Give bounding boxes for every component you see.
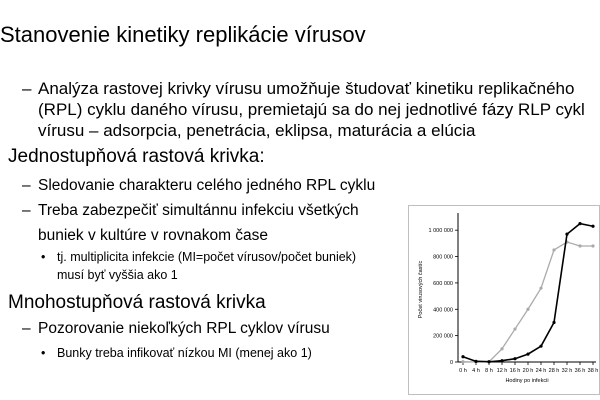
x-tick-label: 8 h	[485, 368, 493, 374]
sub-bullet-text: musí byť vyššia ako 1	[57, 268, 178, 282]
series-point	[474, 360, 477, 363]
section-heading: Jednostupňová rastová krivka:	[8, 146, 265, 167]
x-tick-label: 4 h	[472, 368, 480, 374]
x-tick-label: 32 h	[561, 368, 573, 374]
y-tick-label: 800 000	[433, 254, 453, 261]
series-point	[526, 308, 529, 311]
bullet-text: Pozorovanie niekoľkých RPL cyklov vírusu	[38, 320, 330, 337]
growth-curve-chart	[408, 205, 600, 395]
bullet-text: buniek v kultúre v rovnakom čase	[38, 227, 269, 244]
slide-title: Stanovenie kinetiky replikácie vírusov	[0, 22, 366, 47]
bullet-text: Treba zabezpečiť simultánnu infekciu všetkých	[38, 202, 359, 219]
y-tick-label: 0	[449, 360, 453, 366]
series-point	[500, 359, 503, 362]
x-tick-label: 0 h	[459, 368, 467, 374]
sub-bullet-text: Bunky treba infikovať nízkou MI (menej ako 1)	[57, 346, 312, 360]
sub-bullet-text: tj. multiplicita infekcie (MI=počet vírusov/počet buniek)	[57, 250, 357, 264]
x-tick-label: 38 h	[587, 368, 599, 374]
series-point	[552, 321, 555, 324]
bullet-text: (RPL) cyklu daného vírusu, premietajú sa do nej jednotlivé fázy RLP cykl	[38, 100, 585, 119]
series-point	[461, 360, 464, 363]
y-tick-label: 600 000	[433, 280, 453, 287]
bullet-text: vírusu – adsorpcia, penetrácia, eklipsa, maturácia a elúcia	[38, 121, 476, 140]
x-tick-label: 12 h	[496, 368, 508, 374]
series-point	[526, 352, 529, 355]
y-axis-label: Počet virusových častíc	[418, 260, 424, 319]
bullet-dash: –	[22, 79, 32, 98]
bullet-dash: –	[22, 202, 31, 219]
section-heading: Mnohostupňová rastová krivka	[8, 292, 266, 313]
series-point	[513, 327, 516, 330]
series-point	[552, 248, 555, 251]
bullet-dash: –	[22, 320, 31, 337]
series-point	[578, 244, 581, 247]
x-tick-label: 36 h	[574, 368, 586, 374]
sub-bullet-dot: •	[41, 346, 46, 360]
series-point	[461, 355, 464, 358]
series-point	[578, 222, 581, 225]
series-point	[513, 357, 516, 360]
x-tick-label: 28 h	[548, 368, 560, 374]
series-point	[500, 347, 503, 350]
x-axis-label: Hodiny po infekcii	[505, 378, 549, 384]
x-tick-label: 24 h	[535, 368, 547, 374]
sub-bullet-dot: •	[41, 250, 46, 264]
bullet-text: Sledovanie charakteru celého jedného RPL cyklu	[38, 177, 376, 194]
series-point	[487, 360, 490, 363]
series-point	[591, 244, 594, 247]
x-tick-label: 16 h	[509, 368, 521, 374]
series-point	[539, 287, 542, 290]
bullet-text: Analýza rastovej krivky vírusu umožňuje študovať kinetiku replikačného	[38, 79, 575, 98]
series-point	[539, 345, 542, 348]
series-point	[565, 233, 568, 236]
x-tick-label: 20 h	[522, 368, 534, 374]
bullet-dash: –	[22, 177, 31, 194]
y-tick-label: 400 000	[433, 307, 453, 314]
y-tick-label: 1 000 000	[428, 228, 453, 235]
y-tick-label: 200 000	[433, 333, 453, 340]
series-point	[591, 225, 594, 228]
